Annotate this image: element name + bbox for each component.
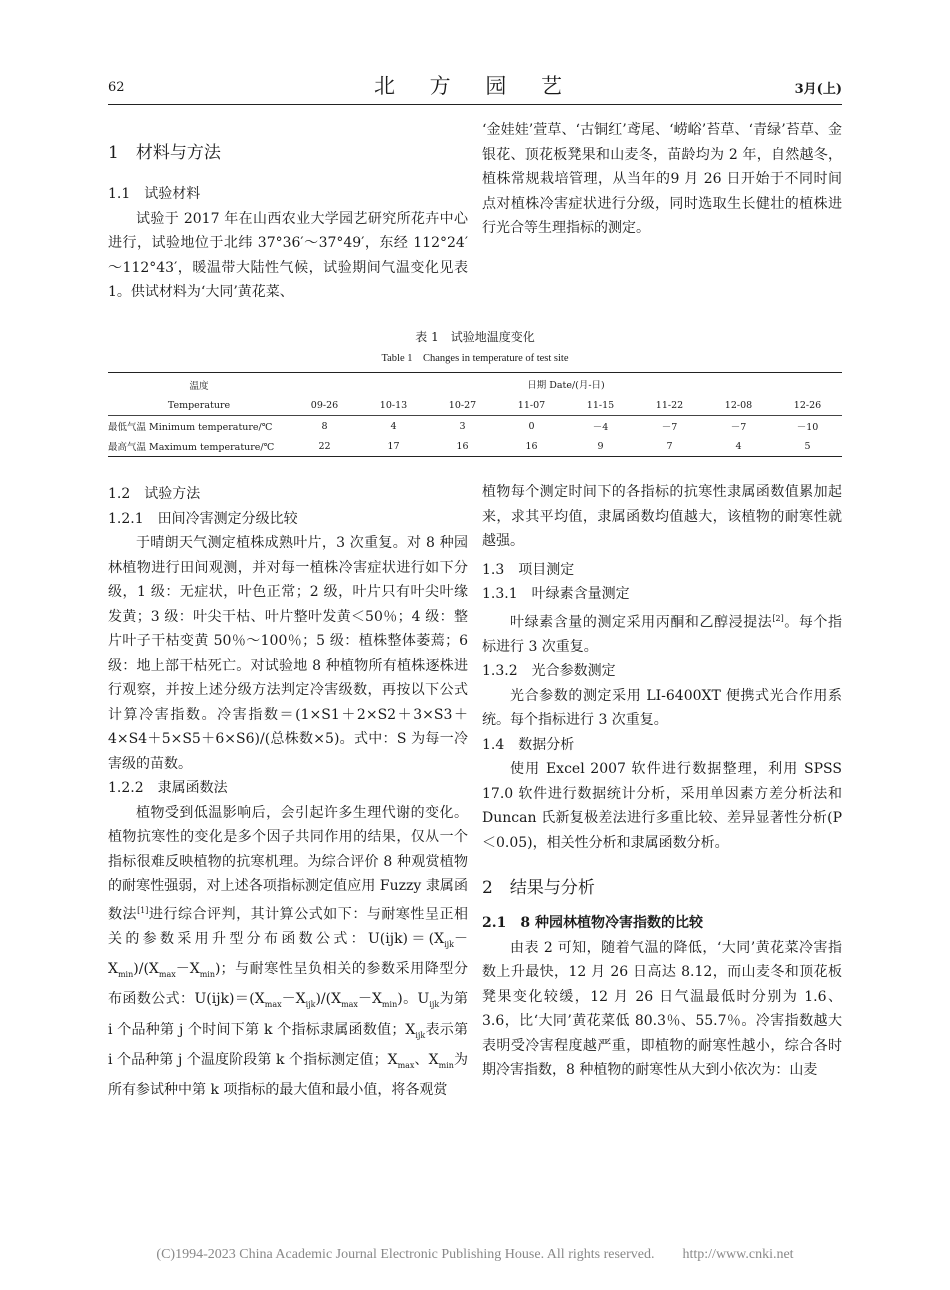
table-cell: 0 — [528, 420, 535, 432]
table-cell: 3 — [459, 420, 466, 432]
table-cell: 7 — [635, 436, 704, 457]
section-1-3-2-heading: 1.3.2 光合参数测定 — [482, 663, 616, 680]
date-header: 11-22 — [635, 395, 704, 416]
table-cell: －7 — [730, 422, 747, 433]
header-en: Temperature — [167, 399, 231, 411]
table-cell: 5 — [773, 436, 842, 457]
running-header — [108, 70, 842, 104]
paragraph: ‘金娃娃’萱草、‘古铜红’鸢尾、‘崂峪’苔草、‘青绿’苔草、金银花、顶花板凳果和山麦冬，苗龄均为 2 年，自然越冬，植株常规栽培管理，从当年的9 月 26 日开始于不同时间点对植株冷害症状进行分级，同时选取生长健壮的植株进行光合等生理指标的测定。 — [482, 122, 842, 236]
header-rule — [108, 104, 842, 105]
date-header: 10-27 — [428, 395, 497, 416]
right-column-top — [482, 118, 842, 241]
paragraph: 叶绿素含量的测定采用丙酮和乙醇浸提法[2]。每个指标进行 3 次重复。 — [482, 613, 843, 655]
section-1-1-heading: 1.1 试验材料 — [108, 186, 201, 202]
date-header: 10-13 — [359, 395, 428, 416]
table-cell: 16 — [428, 436, 497, 457]
paragraph-membership-function: 植物受到低温影响后，会引起许多生理代谢的变化。植物抗寒性的变化是多个因子共同作用的结果，仅从一个指标很难反映植物的抗寒机理。为综合评价 8 种观赏植物的耐寒性强弱，对上述各项指标测定值应用 Fuzzy 隶属函数法[1]进行综合评判，其计算公式如下：与耐寒性呈正相关的参数采用升型分布函数公式：$U(ijk)=(X_{ijk}-X_{min})/(X_{max}-X_{min})$；与耐寒性呈负相关的参数采用降型分布函数公式：$U(ijk)=(X_{max}-X_{ijk})/(X_{max}-X_{min})$。$U_{ijk}$为第 i 个品种第 j 个时间下第 k 个指标隶属函数值；$X_{ijk}$表示第 i 个品种第 j 个温度阶段第 k 个指标测定值；$X_{max}$、$X_{min}$为所有参试种中第 k 项指标的最大值和最小值，将各观赏 — [108, 804, 469, 1099]
journal-title: 北 方 园 艺 — [373, 74, 577, 98]
paragraph: 试验于 2017 年在山西农业大学园艺研究所花卉中心进行，试验地位于北纬 37°36′～37°49′，东经 112°24′～112°43′，暖温带大陆性气候，试验期间气温变化见表 1。供试材料为‘大同’黄花菜、 — [108, 210, 468, 300]
date-header: 12-26 — [773, 395, 842, 416]
table-cell: 4 — [704, 436, 773, 457]
section-1-4-heading: 1.4 数据分析 — [482, 736, 575, 753]
table-cell: 4 — [390, 420, 397, 432]
table-cell: －7 — [661, 422, 678, 433]
table-cell: 8 — [321, 420, 328, 432]
reference-1: [1] — [137, 905, 149, 915]
row-label: 最高气温 Maximum temperature/℃ — [108, 436, 290, 457]
date-header: 09-26 — [290, 395, 359, 416]
section-1-2-heading: 1.2 试验方法 — [108, 486, 201, 502]
table-1 — [108, 372, 842, 457]
table-1-title-cn: 表 1 试验地温度变化 — [415, 330, 535, 344]
table-cell: 16 — [497, 436, 566, 457]
date-header: 12-08 — [704, 395, 773, 416]
date-header: 11-15 — [566, 395, 635, 416]
copyright-footer: (C)1994-2023 China Academic Journal Electronic Publishing House. All rights reserved. http://www.cnki.net — [156, 1247, 794, 1262]
section-1-3-1-heading: 1.3.1 叶绿素含量测定 — [482, 586, 630, 602]
reference-2: [2] — [772, 613, 784, 623]
table-cell: 22 — [290, 436, 359, 457]
table-header-temperature — [108, 373, 290, 416]
paragraph: 光合参数的测定采用 LI-6400XT 便携式光合作用系统。每个指标进行 3 次重复。 — [482, 687, 842, 729]
date-header: 11-07 — [497, 395, 566, 416]
issue-label: 3月(上) — [794, 82, 842, 97]
table-row — [108, 436, 842, 457]
section-1-2-2-heading: 1.2.2 隶属函数法 — [108, 780, 228, 796]
paragraph: 由表 2 可知，随着气温的降低，‘大同’黄花菜冷害指数上升最快，12 月 26 日高达 8.12，而山麦冬和顶花板凳果变化较缓，12 月 26 日气温最低时分别为 1.6、3.6，比‘大同’黄花菜低 80.3％、55.7％。冷害指数越大表明受冷害程度越严重，即植物的耐寒性越小，综合各时期冷害指数，8 种植物的耐寒性从大到小依次为：山麦 — [482, 939, 842, 1079]
section-1-heading: 1 材料与方法 — [108, 143, 221, 163]
left-column-top — [108, 138, 468, 305]
section-1-2-1-heading: 1.2.1 田间冷害测定分级比较 — [108, 510, 298, 527]
table-cell: －10 — [796, 422, 819, 433]
table-1-title-en: Table 1 Changes in temperature of test site — [381, 353, 569, 364]
section-2-1-heading: 2.1 8 种园林植物冷害指数的比较 — [482, 915, 703, 932]
header-cn: 温度 — [189, 380, 209, 392]
table-header-date: 日期 Date/(月-日) — [290, 373, 842, 396]
right-column-bottom — [482, 480, 842, 1083]
left-column-bottom — [108, 482, 468, 1103]
section-1-3-heading: 1.3 项目测定 — [482, 561, 575, 578]
table-cell: 17 — [359, 436, 428, 457]
row-label: 最低气温 Minimum temperature/℃ — [108, 422, 273, 433]
paragraph: 使用 Excel 2007 软件进行数据整理，利用 SPSS 17.0 软件进行数据统计分析，采用单因素方差分析法和 Duncan 氏新复极差法进行多重比较、差异显著性分析(P＜0.05)，相关性分析和隶属函数分析。 — [482, 761, 842, 851]
table-row — [108, 416, 842, 437]
paragraph: 于晴朗天气测定植株成熟叶片，3 次重复。对 8 种园林植物进行田间观测，并对每一植株冷害症状进行如下分级，1 级：无症状，叶色正常；2 级，叶片只有叶尖叶缘发黄；3 级：叶尖干枯、叶片整叶发黄＜50％；4 级：整片叶子干枯变黄 50％～100％；5 级：植株整体萎蔫；6 级：地上部干枯死亡。对试验地 8 种植物所有植株逐株进行观察，并按上述分级方法判定冷害级数，再按以下公式计算冷害指数。冷害指数＝(1×S1＋2×S2＋3×S3＋4×S4＋5×S5＋6×S6)/(总株数×5)。式中：S 为每一冷害级的苗数。 — [108, 535, 468, 772]
page-number: 62 — [108, 80, 125, 95]
table-cell: 9 — [566, 436, 635, 457]
section-2-heading: 2 结果与分析 — [482, 878, 595, 899]
table-cell: －4 — [592, 422, 609, 433]
paragraph: 植物每个测定时间下的各指标的抗寒性隶属函数值累加起来，求其平均值，隶属函数均值越大，该植物的耐寒性就越强。 — [482, 484, 842, 549]
